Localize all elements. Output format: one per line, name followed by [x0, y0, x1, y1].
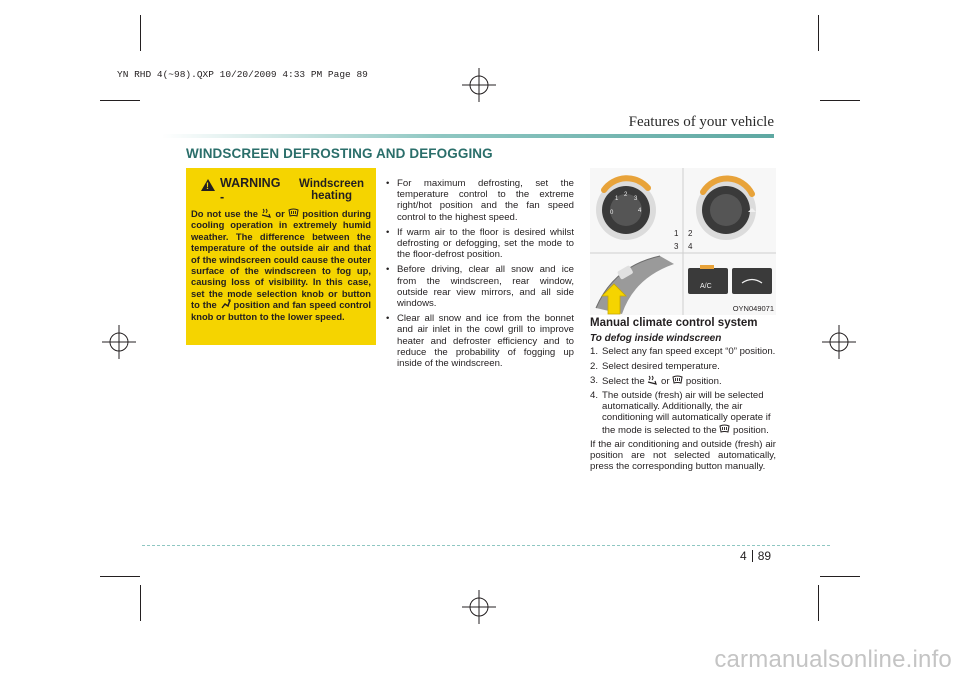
crop-mark [100, 100, 140, 101]
figure-code: OYN049071 [732, 304, 774, 313]
warning-label: WARNING - [220, 176, 281, 204]
step-text: position. [733, 424, 769, 436]
chapter-number: 4 [740, 549, 747, 563]
defrost-tips [384, 178, 574, 373]
defrost-floor-icon [261, 208, 272, 218]
list-item [590, 390, 776, 436]
step-text: or [661, 375, 670, 387]
figure-label-4: 4 [688, 242, 693, 251]
step-text: The outside (fresh) air will be selected automatically. Additionally, the air conditioning will automatically operate if the mode is selected to the [602, 390, 771, 436]
page-index: 89 [757, 549, 772, 563]
face-vent-icon [220, 299, 231, 309]
manual-subheading: To defog inside windscreen [590, 333, 722, 345]
crop-mark [100, 576, 140, 577]
list-item: • Clear all snow and ice from the bonnet and air inlet in the cowl grill to improve heater and defroster efficiency and to reduce the probability of fogging up inside of the windscreen. [384, 313, 574, 369]
warning-text: position and fan speed control knob or button to the lower speed. [191, 299, 371, 322]
manual-climate-section [590, 318, 776, 472]
list-item [590, 346, 776, 357]
registration-mark-icon [462, 68, 496, 102]
manual-note: If the air conditioning and outside (fresh) air position are not selected automatically, press the corresponding button manually. [590, 438, 776, 473]
windscreen-defrost-icon [288, 208, 299, 218]
step-number: 1. [590, 346, 599, 358]
list-item [590, 361, 776, 372]
fan-speed-label: 1 [615, 196, 619, 202]
fan-speed-label: 4 [638, 208, 642, 214]
warning-text: position during cooling operation in extremely humid weather. The difference between the temperature of the outside air and that of the windscreen could cause the outer surface of the windscreen to fog up, causing loss of visibility. In this case, set the mode selection knob or button to the [191, 208, 372, 311]
list-item [590, 375, 776, 387]
figure-label-3: 3 [674, 242, 679, 251]
list-item: • Before driving, clear all snow and ice from the windscreen, rear window, outside rear view mirrors, and all side windows. [384, 264, 574, 309]
crop-mark [140, 15, 141, 51]
footer-rule [142, 545, 830, 546]
warning-subject: Windscreen heating [299, 178, 365, 202]
step-text: Select desired temperature. [602, 360, 720, 372]
list-item: • For maximum defrosting, set the temperature control to the extreme right/hot position and the fan speed control to the highest speed. [384, 178, 574, 223]
list-item: • If warm air to the floor is desired whilst defrosting or defogging, set the mode to the floor-defrost position. [384, 227, 574, 261]
registration-mark-icon [822, 325, 856, 359]
warning-box [186, 168, 376, 345]
windscreen-defrost-icon [719, 424, 730, 434]
file-slug: YN RHD 4(~98).QXP 10/20/2009 4:33 PM Page 89 [117, 69, 368, 80]
watermark: carmanualsonline.info [714, 646, 952, 673]
registration-mark-icon [102, 325, 136, 359]
manual-heading: Manual climate control system [590, 317, 758, 329]
climate-control-figure [590, 168, 776, 315]
step-text: position. [685, 375, 722, 387]
defrost-floor-icon [647, 375, 658, 385]
page-number [740, 549, 771, 563]
header-title: Features of your vehicle [628, 114, 774, 130]
fan-speed-label: 2 [624, 192, 628, 198]
header-rule [162, 134, 774, 138]
section-title: WINDSCREEN DEFROSTING AND DEFOGGING [186, 146, 493, 161]
windscreen-defrost-icon [672, 375, 683, 385]
fan-speed-label: 0 [610, 210, 614, 216]
figure-label-1: 1 [674, 229, 679, 238]
step-text: Select any fan speed except “0” position. [602, 346, 776, 358]
warning-icon [201, 179, 215, 191]
step-text: Select the [602, 375, 645, 387]
crop-mark [818, 585, 819, 621]
crop-mark [140, 585, 141, 621]
page-separator [752, 550, 753, 562]
climate-control-illustration [590, 168, 776, 315]
step-number: 4. [590, 390, 599, 402]
warning-text: Do not use the [191, 208, 258, 219]
step-number: 2. [590, 360, 599, 372]
crop-mark [820, 100, 860, 101]
registration-mark-icon [462, 590, 496, 624]
ac-button-label: A/C [700, 283, 712, 290]
crop-mark [820, 576, 860, 577]
warning-body [191, 208, 371, 322]
fan-speed-label: 3 [634, 196, 638, 202]
step-number: 3. [590, 374, 599, 386]
warning-header [201, 176, 371, 204]
figure-label-2: 2 [688, 229, 693, 238]
warning-text: or [275, 208, 285, 219]
crop-mark [818, 15, 819, 51]
